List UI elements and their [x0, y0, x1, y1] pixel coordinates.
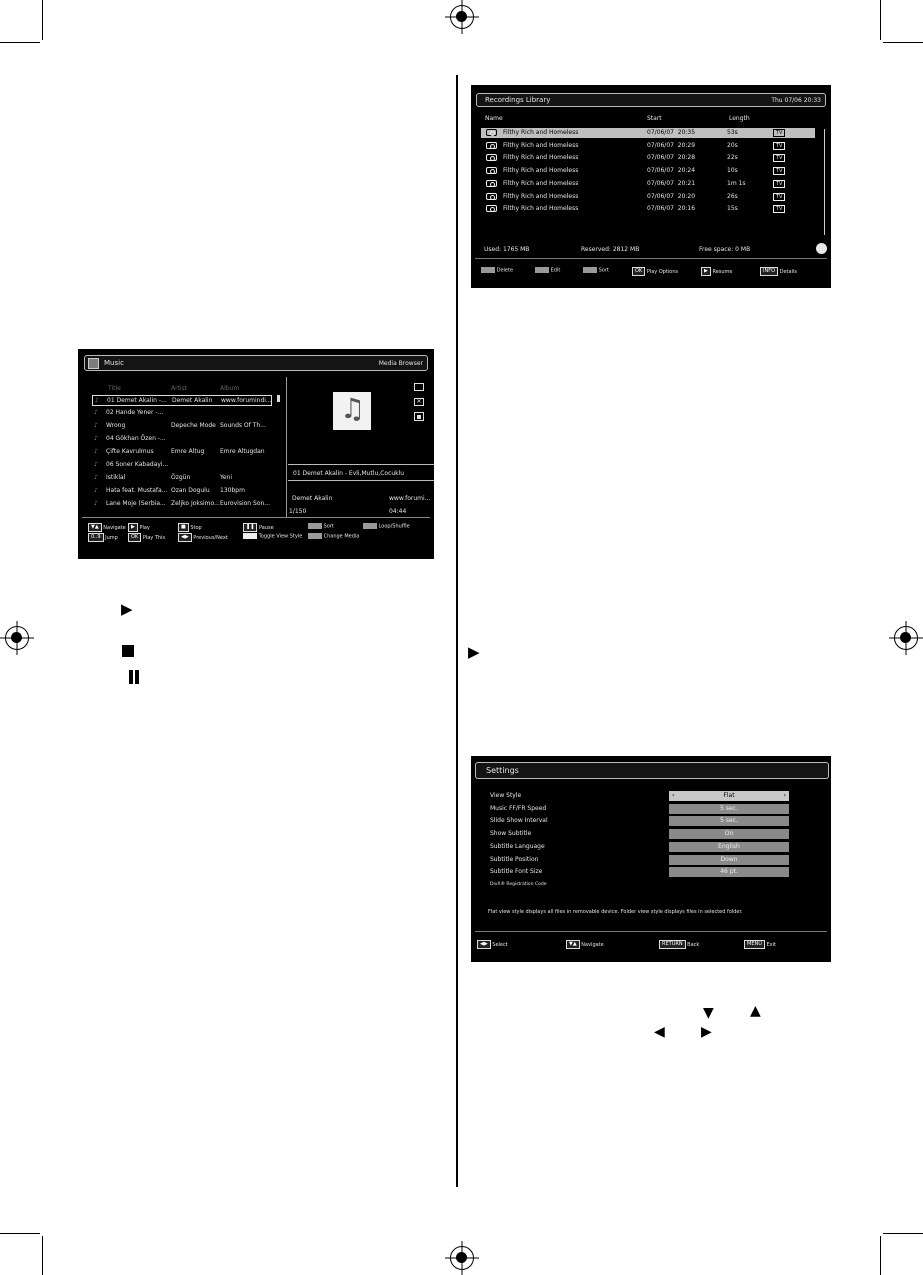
- up-down-key-icon: ▼▲: [88, 523, 102, 532]
- footer-loop: Loop/Shuffle: [363, 523, 410, 530]
- left-arrow-symbol: ◀: [654, 1024, 665, 1040]
- recording-row[interactable]: [481, 141, 815, 151]
- now-playing-title: 01 Demet Akalin - Evli,Mutlu,Cocuklu: [293, 470, 405, 477]
- divx-registration-label[interactable]: DivX® Registration Code: [490, 882, 547, 887]
- return-key: RETURN: [659, 940, 686, 949]
- footer-sort: Sort: [308, 523, 334, 530]
- track-album: Eurovision Son...: [220, 500, 270, 507]
- col-name: Name: [485, 115, 503, 122]
- track-title: Istiklal: [106, 474, 126, 481]
- recording-length: 1m 1s: [727, 179, 746, 187]
- info-key: INFO: [760, 267, 778, 276]
- recording-start: 07/06/07 20:29: [647, 141, 696, 149]
- track-title: Wrong: [106, 422, 126, 429]
- track-title: 01 Demet Akalin -...: [107, 397, 167, 404]
- track-title: 02 Hande Yener -...: [106, 409, 164, 416]
- track-album: www.forumindi...: [221, 397, 272, 404]
- stop-mode-icon[interactable]: [414, 412, 424, 421]
- settings-footer-back: RETURN Back: [659, 940, 699, 949]
- track-row[interactable]: [92, 434, 272, 445]
- setting-value[interactable]: [669, 829, 789, 839]
- recordings-library-screen: [471, 85, 831, 288]
- rec-footer-delete: Delete: [481, 267, 513, 274]
- recording-row[interactable]: [481, 128, 815, 138]
- shuffle-icon[interactable]: ✕: [414, 398, 424, 406]
- setting-label: Subtitle Language: [490, 842, 545, 850]
- track-row[interactable]: [92, 408, 272, 419]
- track-title: Hata feat. Mustafa...: [106, 487, 168, 494]
- settings-footer-navigate: ▼▲ Navigate: [566, 940, 604, 949]
- music-note-icon: ♪: [94, 500, 98, 507]
- track-album: Emre Altugdan: [220, 448, 265, 455]
- recording-start: 07/06/07 20:35: [647, 129, 696, 136]
- music-note-icon: ♪: [94, 448, 98, 455]
- pause-symbol: [128, 670, 140, 684]
- rec-footer-sort: Sort: [583, 267, 609, 274]
- chevron-left-icon[interactable]: ‹: [672, 792, 675, 799]
- tv-tag: TV: [773, 129, 785, 137]
- tv-tag: TV: [773, 167, 785, 175]
- track-title: 06 Soner Kabadayi...: [106, 461, 169, 468]
- status-indicator: [816, 243, 827, 254]
- recording-name: Filthy Rich and Homeless: [503, 129, 579, 136]
- recording-icon: [486, 167, 497, 174]
- track-row[interactable]: [92, 486, 272, 497]
- recording-length: 15s: [727, 205, 738, 213]
- green-key-icon: [308, 523, 322, 529]
- recording-icon: [486, 180, 497, 187]
- rec-footer-play-options: OK Play Options: [632, 267, 678, 276]
- track-title: Lane Moje (Serbia...: [106, 500, 166, 507]
- setting-value[interactable]: [669, 816, 789, 826]
- music-note-icon: ♪: [94, 435, 98, 442]
- blue-key-icon: [308, 533, 322, 539]
- recordings-header: [476, 93, 826, 107]
- ok-key: OK: [632, 267, 645, 276]
- settings-header: [475, 762, 829, 779]
- recording-row[interactable]: [481, 166, 815, 176]
- setting-label: Subtitle Position: [490, 855, 539, 863]
- registration-mark-right: [894, 626, 918, 650]
- tv-tag: TV: [773, 142, 785, 150]
- recording-icon: [486, 142, 497, 149]
- recording-row[interactable]: [481, 192, 815, 202]
- setting-value-text: On: [724, 830, 734, 838]
- music-note-icon: ♪: [94, 422, 98, 429]
- recording-length: 53s: [727, 129, 738, 136]
- recording-row[interactable]: [481, 204, 815, 214]
- recordings-datetime: Thu 07/06 20:33: [771, 97, 821, 104]
- chevron-right-icon[interactable]: ›: [783, 792, 786, 799]
- recording-length: 20s: [727, 141, 738, 149]
- music-app-icon: [88, 358, 99, 369]
- tv-tag: TV: [773, 154, 785, 162]
- menu-key: MENU: [744, 940, 765, 949]
- track-artist: Özgün: [171, 474, 191, 481]
- column-album: Album: [220, 385, 240, 392]
- recordings-title: Recordings Library: [485, 96, 551, 104]
- music-note-icon: ♪: [94, 461, 98, 468]
- column-artist: Artist: [171, 385, 188, 392]
- music-note-icon: ♫: [340, 392, 366, 425]
- tv-tag: TV: [773, 180, 785, 188]
- music-title: Music: [104, 359, 124, 367]
- music-note-icon: ♪: [94, 474, 98, 481]
- recording-length: 22s: [727, 154, 738, 162]
- track-artist: Zeljko Joksimo...: [171, 500, 220, 507]
- recording-icon: [486, 205, 497, 212]
- setting-value[interactable]: [669, 867, 789, 877]
- recording-start: 07/06/07 20:24: [647, 167, 696, 175]
- recording-icon: [486, 193, 497, 200]
- play-key-icon: ▶: [701, 267, 711, 276]
- recording-start: 07/06/07 20:28: [647, 154, 696, 162]
- play-symbol: ▶: [121, 600, 133, 618]
- recording-start: 07/06/07 20:21: [647, 179, 696, 187]
- album-art: [333, 392, 371, 430]
- left-right-key-icon: ◀▶: [477, 940, 491, 949]
- settings-screen: [471, 756, 831, 962]
- used-space: Used: 1765 MB: [484, 246, 530, 253]
- setting-value[interactable]: [669, 842, 789, 852]
- footer-navigate: ▼▲ Navigate: [88, 523, 126, 532]
- recording-row[interactable]: [481, 153, 815, 163]
- up-down-key-icon: ▼▲: [566, 940, 580, 949]
- setting-label: Music FF/FR Speed: [490, 804, 547, 812]
- settings-footer-exit: MENU Exit: [744, 940, 776, 949]
- track-artist: Depeche Mode: [171, 422, 216, 429]
- now-playing-album: www.forumi...: [389, 495, 431, 502]
- setting-label: Show Subtitle: [490, 830, 532, 838]
- setting-value-text: 46 pt.: [720, 868, 738, 876]
- track-row[interactable]: [92, 395, 272, 406]
- recording-row[interactable]: [481, 179, 815, 189]
- setting-value[interactable]: [669, 791, 789, 801]
- play-symbol-right: ▶: [468, 643, 480, 661]
- settings-description: Flat view style displays all files in removable device. Folder view style displays files in selected folder.: [488, 909, 743, 915]
- music-note-icon: ♪: [94, 487, 98, 494]
- setting-value-text: 5 sec.: [720, 817, 738, 825]
- right-arrow-symbol: ▶: [701, 1024, 712, 1040]
- track-title: 04 Gökhan Özen -...: [106, 435, 166, 442]
- setting-value-text: Down: [720, 855, 738, 863]
- recording-length: 26s: [727, 192, 738, 200]
- track-time: 04:44: [389, 508, 407, 515]
- setting-value-text: English: [718, 842, 740, 850]
- recording-length: 10s: [727, 167, 738, 175]
- footer-play-this: OK Play This: [128, 533, 165, 542]
- track-row[interactable]: [92, 460, 272, 471]
- recording-start: 07/06/07 20:20: [647, 192, 696, 200]
- setting-value[interactable]: [669, 804, 789, 814]
- repeat-icon[interactable]: [414, 383, 424, 391]
- yellow-key-icon: [363, 523, 377, 529]
- track-album: 130bpm: [220, 487, 245, 494]
- rec-footer-edit: Edit: [535, 267, 560, 274]
- setting-value-text: 5 sec.: [720, 804, 738, 812]
- track-row[interactable]: [92, 473, 272, 484]
- red-key-icon: [481, 267, 495, 273]
- green-key-icon: [535, 267, 549, 273]
- recording-icon: [486, 129, 497, 136]
- music-note-icon: ♪: [94, 409, 98, 416]
- col-start: Start: [647, 115, 662, 122]
- column-title: Title: [108, 385, 121, 392]
- media-browser-label: Media Browser: [378, 360, 423, 367]
- track-row[interactable]: [92, 421, 272, 432]
- column-divider: [456, 75, 458, 1187]
- track-artist: Demet Akalin: [172, 397, 213, 404]
- recording-name: Filthy Rich and Homeless: [503, 167, 579, 175]
- play-key-icon: ▶: [128, 523, 138, 532]
- setting-label: View Style: [490, 792, 522, 799]
- recording-name: Filthy Rich and Homeless: [503, 179, 579, 187]
- track-row[interactable]: [92, 447, 272, 458]
- white-key-icon: [243, 533, 257, 539]
- digit-keys: 0..9: [88, 533, 104, 542]
- tv-tag: TV: [773, 205, 785, 213]
- music-note-icon: ♪: [95, 397, 99, 404]
- col-length: Length: [729, 115, 750, 122]
- recordings-scrollbar[interactable]: [824, 129, 825, 235]
- track-counter: 1/150: [289, 508, 307, 515]
- registration-mark-top: [450, 5, 474, 29]
- tv-tag: TV: [773, 193, 785, 201]
- left-right-key-icon: ◀▶: [178, 533, 192, 542]
- footer-prev-next: ◀▶ Previous/Next: [178, 533, 228, 542]
- music-browser-screen: [78, 349, 434, 559]
- recording-name: Filthy Rich and Homeless: [503, 205, 579, 213]
- recording-name: Filthy Rich and Homeless: [503, 154, 579, 162]
- settings-title: Settings: [486, 766, 519, 775]
- footer-toggle-view: Toggle View Style: [243, 533, 302, 540]
- setting-label: Slide Show Interval: [490, 817, 548, 825]
- registration-mark-bottom: [450, 1246, 474, 1270]
- registration-mark-left: [5, 626, 29, 650]
- recording-start: 07/06/07 20:16: [647, 205, 696, 213]
- stop-key-icon: ■: [178, 523, 189, 532]
- track-album: Yeni: [220, 474, 233, 481]
- footer-pause: ❚❚ Pause: [243, 523, 274, 532]
- recording-icon: [486, 154, 497, 161]
- reserved-space: Reserved: 2812 MB: [581, 246, 640, 253]
- stop-symbol: [122, 645, 134, 657]
- setting-value-text: Flat: [723, 792, 735, 799]
- down-arrow-symbol: ▼: [703, 1005, 714, 1021]
- rec-footer-resume: ▶ Resume: [701, 267, 733, 276]
- music-scrollbar[interactable]: [277, 395, 280, 402]
- footer-change-media: Change Media: [308, 533, 359, 540]
- yellow-key-icon: [583, 267, 597, 273]
- track-title: Çifte Kavrulmus: [106, 448, 154, 455]
- free-space: Free space: 0 MB: [699, 246, 751, 253]
- pause-key-icon: ❚❚: [243, 523, 257, 532]
- recording-name: Filthy Rich and Homeless: [503, 141, 579, 149]
- rec-footer-details: INFO Details: [760, 267, 797, 276]
- settings-footer-select: ◀▶ Select: [477, 940, 508, 949]
- recording-name: Filthy Rich and Homeless: [503, 192, 579, 200]
- footer-play: ▶ Play: [128, 523, 150, 532]
- track-row[interactable]: [92, 499, 272, 510]
- up-arrow-symbol: ▲: [750, 1003, 761, 1019]
- now-playing-artist: Demet Akalin: [292, 495, 333, 502]
- music-header: [84, 355, 428, 371]
- setting-label: Subtitle Font Size: [490, 868, 543, 876]
- footer-stop: ■ Stop: [178, 523, 202, 532]
- setting-value[interactable]: [669, 855, 789, 865]
- track-artist: Ozan Dogulu: [171, 487, 210, 494]
- track-album: Sounds Of Th...: [220, 422, 266, 429]
- footer-jump: 0..9 Jump: [88, 533, 118, 542]
- track-artist: Emre Altug: [171, 448, 205, 455]
- ok-key: OK: [128, 533, 141, 542]
